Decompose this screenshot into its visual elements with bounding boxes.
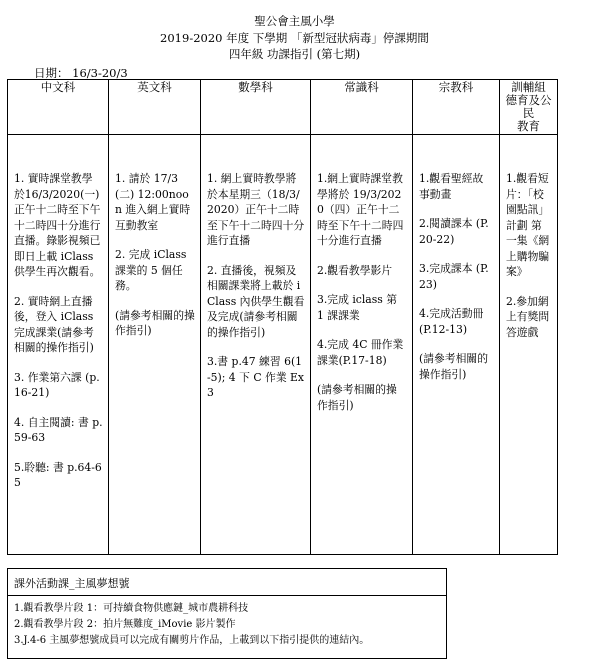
spacer (419, 202, 494, 216)
homework-item: 1. 請於 17/3(二) 12:00noon 進入網上實時互動教室 (115, 172, 191, 232)
homework-item: 1. 網上實時教學將於本星期三（18/3/2020）正午十二時至下午十二時四十分進行直播 (207, 172, 305, 247)
school-name: 聖公會主風小學 (254, 14, 335, 28)
homework-item: 2.閱讀課本 (P.20-22) (419, 217, 489, 246)
extracurricular-title: 課外活動課_主風夢想號 (14, 577, 130, 590)
cell-chinese (8, 135, 109, 555)
header-general-studies: 常識科 (311, 80, 413, 135)
header-math: 數學科 (201, 80, 311, 135)
extracurricular-item: 2.觀看教學片段 2：拍片無難度_iMovie 影片製作 (14, 619, 236, 630)
spacer (317, 249, 407, 263)
spacer (419, 292, 494, 306)
content-row (8, 135, 558, 555)
document-title: 2019-2020 年度 下學期 「新型冠狀病毒」停課期間 (160, 31, 429, 45)
spacer (419, 337, 494, 351)
homework-item: (請參考相關的操作指引) (317, 383, 397, 412)
homework-item: 1.網上實時課堂教學將於 19/3/2020（四）正午十二時至下午十二時四十分進行直播 (317, 172, 404, 247)
cell-guidance (500, 135, 558, 555)
spacer (317, 278, 407, 292)
spacer (207, 249, 305, 263)
homework-item: 2. 直播後，視頻及相關課業將上載於 iClass 內供學生觀看及完成(請參考相關的操作指引) (207, 263, 305, 339)
homework-item: 1.觀看聖經故事動畫 (419, 172, 484, 201)
cell-english (109, 135, 201, 555)
date-range: 日期： 16/3-20/3 (34, 66, 128, 80)
extracurricular-item: 3.J.4-6 主風夢想號成員可以完成有關剪片作品，上載到以下指引提供的連結內。 (14, 635, 370, 646)
homework-item: 2.參加網上有獎問答遊戲 (506, 294, 550, 339)
spacer (14, 401, 103, 415)
extracurricular-item: 1.觀看教學片段 1：可持續食物供應鏈_城市農耕科技 (14, 603, 249, 614)
homework-item: (請參考相關的操作指引) (115, 308, 195, 337)
homework-item: 2. 實時網上直播後，登入 iClass 完成課業(請參考相關的操作指引) (14, 294, 94, 354)
header-guidance: 訓輔組 德育及公民 教育 (500, 80, 558, 135)
homework-item: 4. 自主閱讀: 書 p.59-63 (14, 415, 103, 444)
homework-item: 4.完成活動冊 (P.12-13) (419, 307, 484, 336)
homework-item: 5.聆聽: 書 p.64-65 (14, 460, 102, 489)
spacer (506, 280, 552, 294)
spacer (115, 233, 195, 247)
spacer (14, 356, 103, 370)
spacer (207, 340, 305, 354)
cell-general-studies (311, 135, 413, 555)
homework-item: 3.書 p.47 練習 6(1-5); 4 下 C 作業 Ex3 (207, 355, 305, 399)
homework-item: 4.完成 4C 冊作業 課業(P.17-18) (317, 338, 404, 367)
cell-religion (413, 135, 500, 555)
spacer (14, 446, 103, 460)
homework-item: 3.完成課本 (P.23) (419, 262, 489, 291)
homework-item: 2. 完成 iClass 課業的 5 個任務。 (115, 248, 187, 292)
spacer (419, 247, 494, 261)
divider (8, 595, 446, 596)
header-row (8, 80, 558, 135)
header-chinese: 中文科 (8, 80, 109, 135)
extracurricular-box (7, 568, 447, 659)
header-english: 英文科 (109, 80, 201, 135)
homework-item: (請參考相關的操作指引) (419, 352, 488, 381)
homework-item: 2.觀看教學影片 (317, 263, 393, 277)
document-subtitle: 四年級 功課指引 (第七期) (228, 47, 361, 61)
cell-math (201, 135, 311, 555)
homework-item: 1.觀看短片：「校園點訊」計劃 第一集《網上購物騙案》 (506, 172, 550, 278)
homework-item: 3.完成 iclass 第 1 課課業 (317, 293, 398, 322)
extracurricular-list (14, 601, 369, 649)
homework-item: 1. 實時課堂教學於16/3/2020(一) 正午十二時至下午十二時四十分進行直播。錄影視頻已即日上載 iClass 供學生再次觀看。 (14, 172, 101, 278)
homework-item: 3. 作業第六課 (p.16-21) (14, 370, 100, 399)
header-religion: 宗教科 (413, 80, 500, 135)
spacer (115, 294, 195, 308)
spacer (317, 368, 407, 382)
spacer (317, 323, 407, 337)
homework-table (7, 79, 558, 555)
spacer (14, 280, 103, 294)
